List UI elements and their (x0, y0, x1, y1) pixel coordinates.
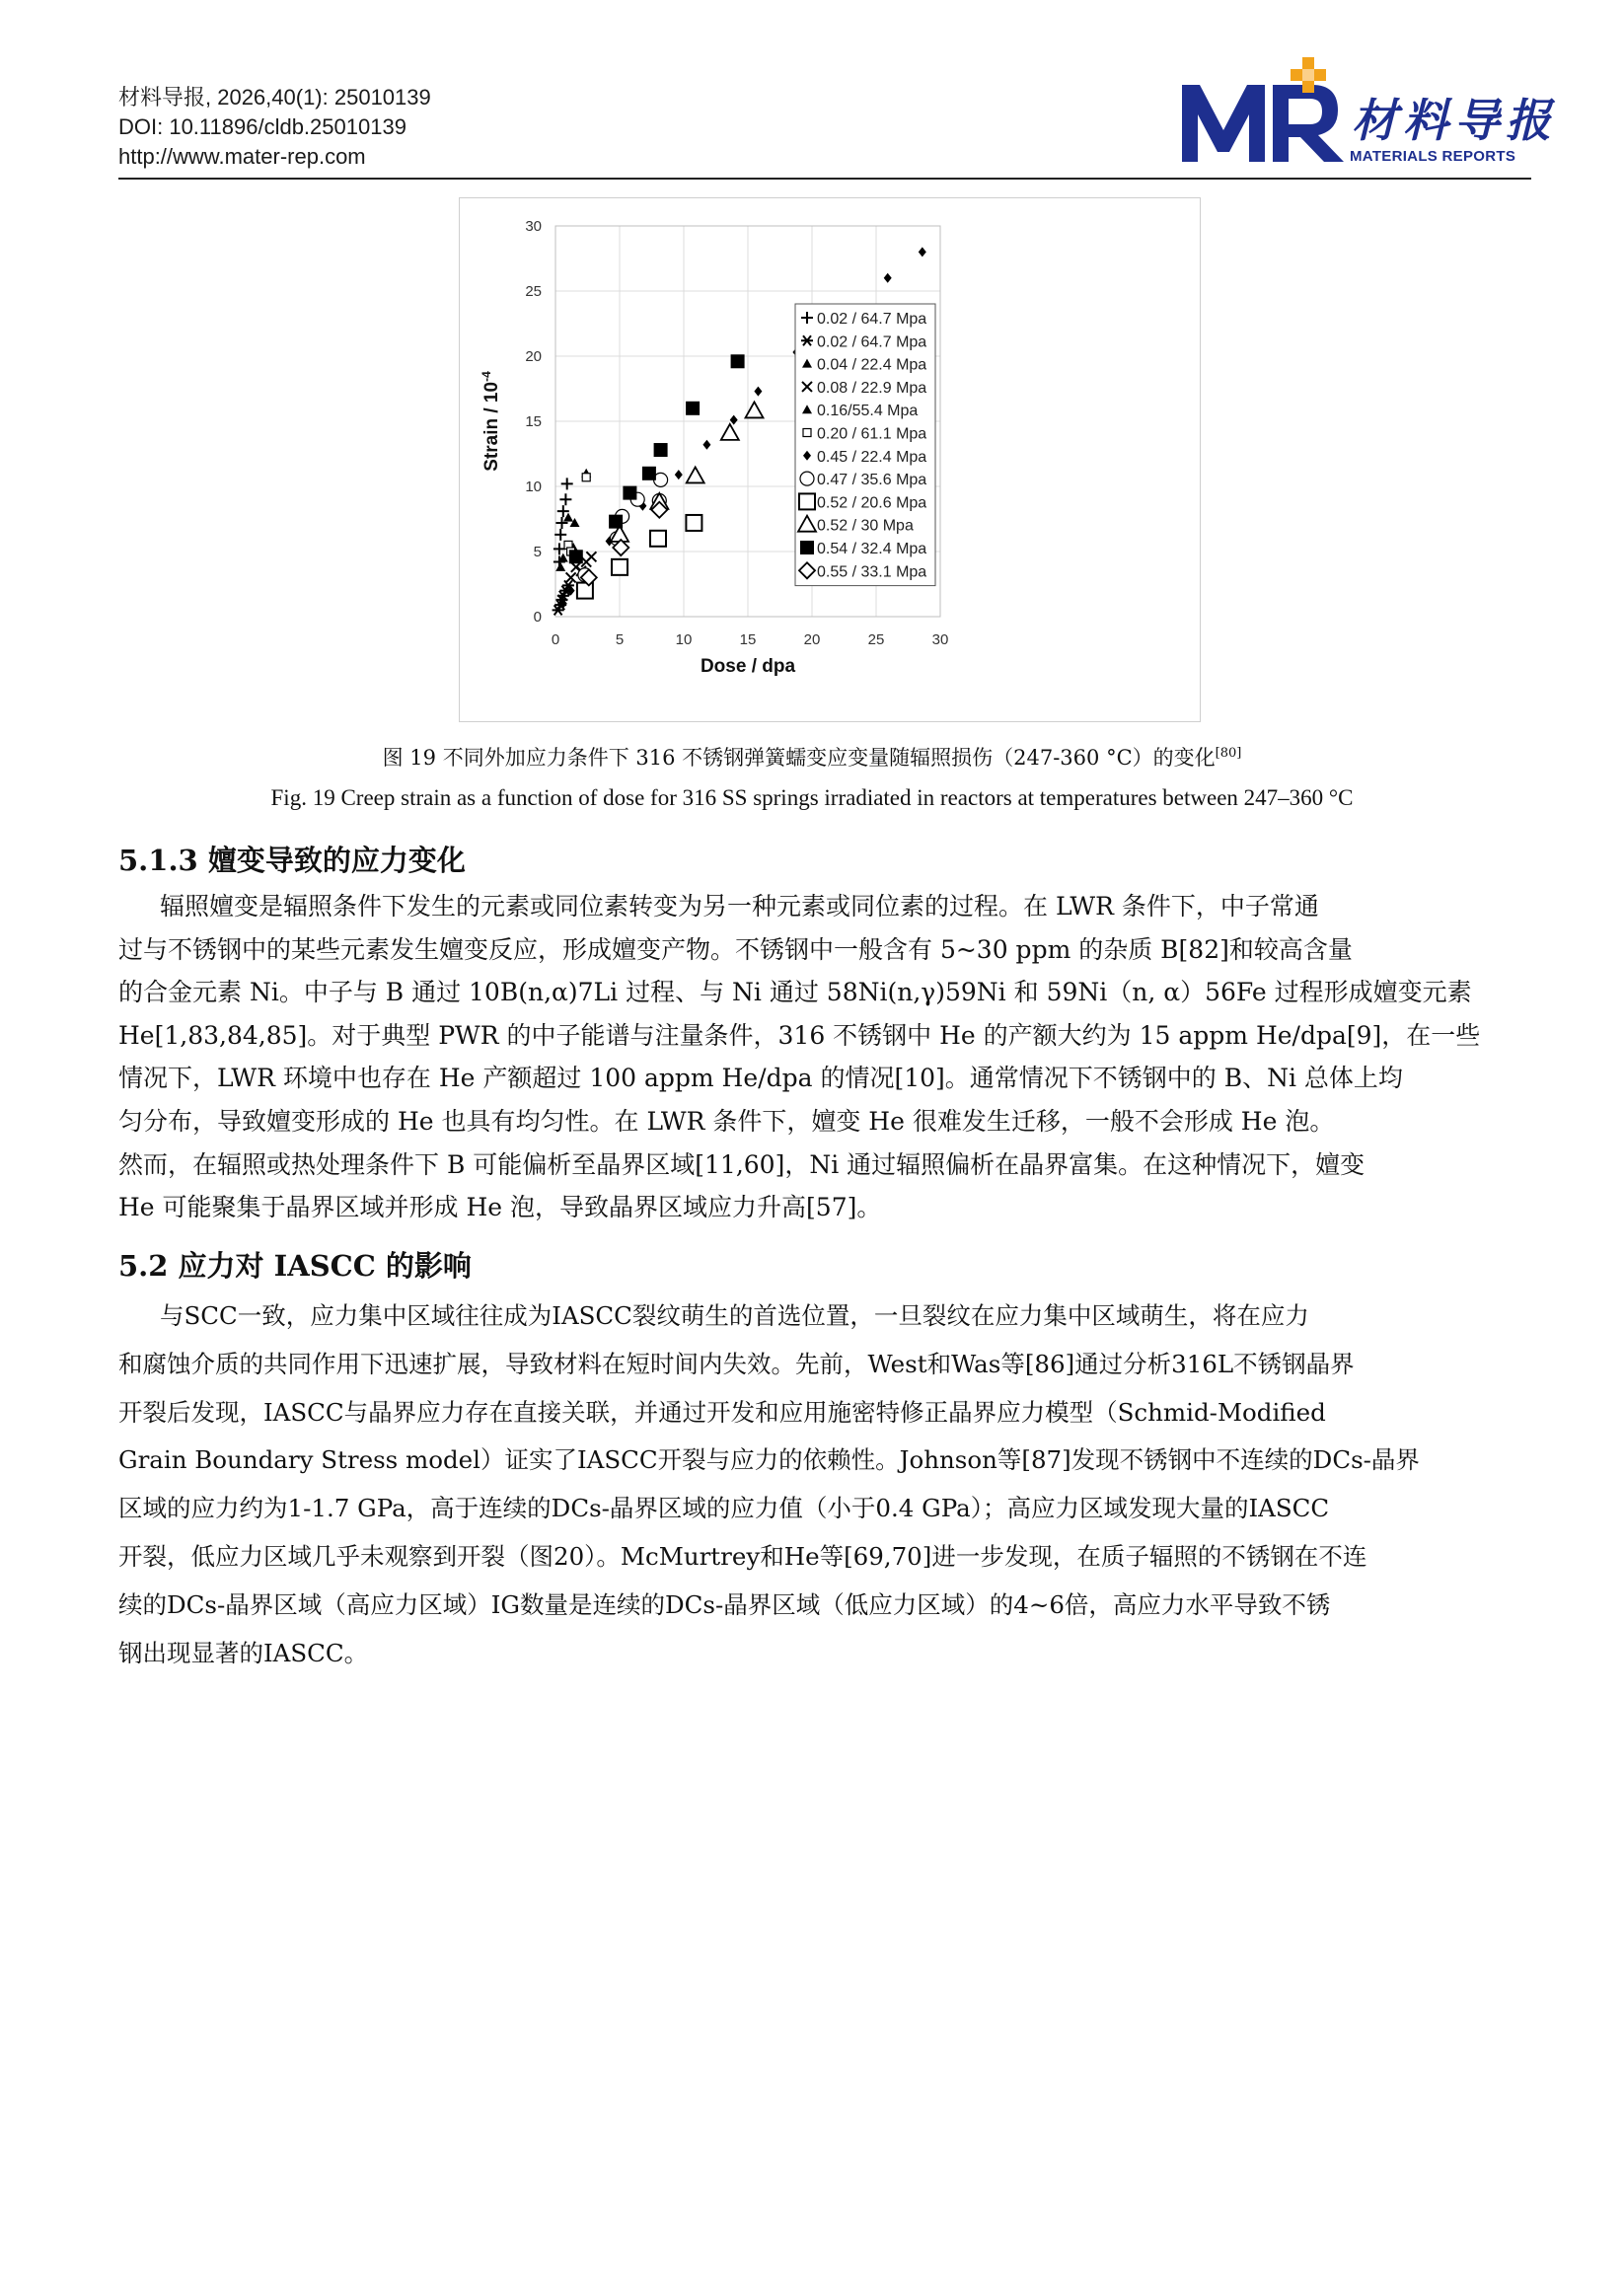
data-point-diamond (702, 440, 710, 450)
y-tick-label: 5 (533, 544, 542, 560)
figure-caption-en: Fig. 19 Creep strain as a function of dose for 316 SS springs irradiated in reactors at temperatures between 247–360 °C (270, 785, 1354, 810)
data-point-diamond (919, 247, 926, 257)
paragraph-line: 开裂后发现，IASCC与晶界应力存在直接关联，并通过开发和应用施密特修正晶界应力模型（Schmid-Modified (118, 1397, 1326, 1427)
paragraph-line: 开裂，低应力区域几乎未观察到开裂（图20）。McMurtrey和He等[69,70]进一步发现，在质子辐照的不锈钢在不连 (118, 1541, 1367, 1571)
legend-label: 0.54 / 32.4 Mpa (817, 541, 927, 557)
data-point-diamond (884, 273, 892, 283)
y-tick-label: 15 (525, 413, 542, 430)
legend-label: 0.02 / 64.7 Mpa (817, 333, 927, 351)
legend-label: 0.47 / 35.6 Mpa (817, 472, 927, 489)
legend-label: 0.52 / 30 Mpa (817, 517, 914, 535)
paragraph-line: 和腐蚀介质的共同作用下迅速扩展，导致材料在短时间内失效。先前，West和Was等[86]通过分析316L不锈钢晶界 (118, 1349, 1355, 1378)
data-point-square-filled (731, 354, 745, 368)
paragraph-line: 与SCC一致，应力集中区域往往成为IASCC裂纹萌生的首选位置，一旦裂纹在应力集中区域萌生，将在应力 (160, 1301, 1309, 1330)
paragraph-line: 过与不锈钢中的某些元素发生嬗变反应，形成嬗变产物。不锈钢中一般含有 5~30 ppm 的杂质 B[82]和较高含量 (118, 934, 1353, 964)
legend-label: 0.20 / 61.1 Mpa (817, 425, 927, 443)
paragraph-line: 的合金元素 Ni。中子与 B 通过 10B(n,α)7Li 过程、与 Ni 通过 58Ni(n,γ)59Ni 和 59Ni（n, α）56Fe 过程形成嬗变元素 (118, 978, 1472, 1007)
data-point-square-filled (569, 550, 583, 563)
paragraph-line: 情况下，LWR 环境中也存在 He 产额超过 100 appm He/dpa 的情况[10]。通常情况下不锈钢中的 B、Ni 总体上均 (118, 1064, 1403, 1093)
journal-url[interactable]: http://www.mater-rep.com (118, 144, 366, 169)
data-point-square-filled (686, 402, 700, 415)
x-axis-title: Dose / dpa (700, 656, 796, 677)
data-point-plus (554, 529, 566, 541)
journal-logo (1174, 55, 1557, 170)
x-tick-label: 30 (931, 631, 949, 648)
x-tick-label: 0 (551, 631, 560, 648)
figure-19 (459, 197, 1201, 722)
legend-label: 0.16/55.4 Mpa (817, 403, 919, 420)
data-point-square-filled (609, 515, 623, 529)
data-point-plus (559, 493, 571, 505)
data-point-triangle-open (721, 424, 739, 440)
data-point-triangle-open (687, 467, 704, 482)
x-tick-label: 25 (867, 631, 885, 648)
data-point-square-filled (642, 467, 656, 480)
data-point-x (586, 552, 596, 561)
x-tick-label: 10 (675, 631, 693, 648)
data-point-triangle (563, 513, 573, 522)
section-title-5-2: 5.2 应力对 IASCC 的影响 (118, 1249, 472, 1283)
legend-label: 0.08 / 22.9 Mpa (817, 379, 927, 397)
data-point-square-open (612, 559, 627, 575)
x-tick-label: 15 (739, 631, 757, 648)
paragraph-line: 区域的应力约为1-1.7 GPa，高于连续的DCs-晶界区域的应力值（小于0.4 GPa）；高应力区域发现大量的IASCC (118, 1494, 1330, 1523)
data-point-triangle (555, 562, 565, 571)
paragraph-line: He 可能聚集于晶界区域并形成 He 泡，导致晶界区域应力升高[57]。 (118, 1193, 882, 1222)
x-tick-label: 5 (615, 631, 625, 648)
header-divider (118, 178, 1531, 180)
data-point-diamond (675, 470, 683, 479)
y-axis-title: Strain / $10^{-4}$ (480, 371, 502, 472)
paragraph-line: 然而，在辐照或热处理条件下 B 可能偏析至晶界区域[11,60]，Ni 通过辐照偏析在晶界富集。在这种情况下，嬗变 (118, 1149, 1366, 1179)
caption-cn-text: 图 19 不同外加应力条件下 316 不锈钢弹簧蠕变应变量随辐照损伤（247-360 °C）的变化 (382, 746, 1216, 770)
paragraph-transmutation (118, 885, 1529, 1229)
paragraph-line: 匀分布，导致嬗变形成的 He 也具有均匀性。在 LWR 条件下，嬗变 He 很难发生迁移，一般不会形成 He 泡。 (118, 1106, 1335, 1136)
data-point-square-open (650, 531, 666, 547)
legend-marker (800, 541, 814, 554)
paragraph-line: He[1,83,84,85]。对于典型 PWR 的中子能谱与注量条件，316 不锈钢中 He 的产额大约为 15 appm He/dpa[9]，在一些 (118, 1020, 1481, 1050)
data-point-square-small (582, 474, 590, 481)
y-tick-label: 10 (525, 479, 542, 495)
mr-logo-icon (1174, 55, 1352, 170)
figure-caption-cn (0, 742, 1624, 772)
data-point-diamond (730, 415, 738, 425)
legend-marker (803, 429, 811, 437)
y-axis-exponent: -4 (480, 371, 493, 382)
data-point-plus (561, 478, 573, 489)
data-point-square-open (577, 583, 593, 599)
legend-label: 0.45 / 22.4 Mpa (817, 448, 927, 466)
legend-marker (800, 472, 814, 485)
paragraph-line: 钢出现显著的IASCC。 (118, 1638, 369, 1667)
paragraph-line: Grain Boundary Stress model）证实了IASCC开裂与应力的依赖性。Johnson等[87]发现不锈钢中不连续的DCs-晶界 (118, 1445, 1420, 1475)
data-point-square-open (686, 515, 701, 531)
paragraph-line: 续的DCs-晶界区域（高应力区域）IG数量是连续的DCs-晶界区域（低应力区域）的4~6倍，高应力水平导致不锈 (118, 1589, 1331, 1619)
creep-strain-chart (460, 198, 1200, 721)
section-title-5-1-3: 5.1.3 嬗变导致的应力变化 (118, 844, 466, 877)
logo-chinese-title: 材料导报 (1352, 94, 1557, 147)
y-tick-label: 20 (525, 348, 542, 365)
data-point-diamond (754, 387, 762, 397)
caption-cn-ref: [80] (1215, 746, 1242, 761)
legend-label: 0.04 / 22.4 Mpa (817, 356, 927, 374)
x-tick-label: 20 (803, 631, 821, 648)
data-point-square-filled (623, 486, 636, 500)
journal-info (118, 83, 431, 172)
logo-english-title: MATERIALS REPORTS (1350, 148, 1516, 165)
journal-citation: 材料导报, 2026,40(1): 25010139 (118, 85, 431, 110)
legend-label: 0.55 / 33.1 Mpa (817, 563, 927, 581)
y-tick-label: 25 (525, 283, 542, 300)
doi-text: DOI: 10.11896/cldb.25010139 (118, 114, 406, 139)
page-header (118, 83, 1557, 182)
paragraph-stress-iascc (118, 1292, 1529, 1677)
paragraph-line: 辐照嬗变是辐照条件下发生的元素或同位素转变为另一种元素或同位素的过程。在 LWR 条件下，中子常通 (160, 892, 1319, 921)
legend-label: 0.02 / 64.7 Mpa (817, 311, 927, 328)
legend-label: 0.52 / 20.6 Mpa (817, 494, 927, 512)
legend-marker (799, 493, 815, 509)
y-tick-label: 30 (525, 218, 542, 235)
data-point-square-filled (654, 443, 668, 457)
y-tick-label: 0 (533, 609, 542, 626)
